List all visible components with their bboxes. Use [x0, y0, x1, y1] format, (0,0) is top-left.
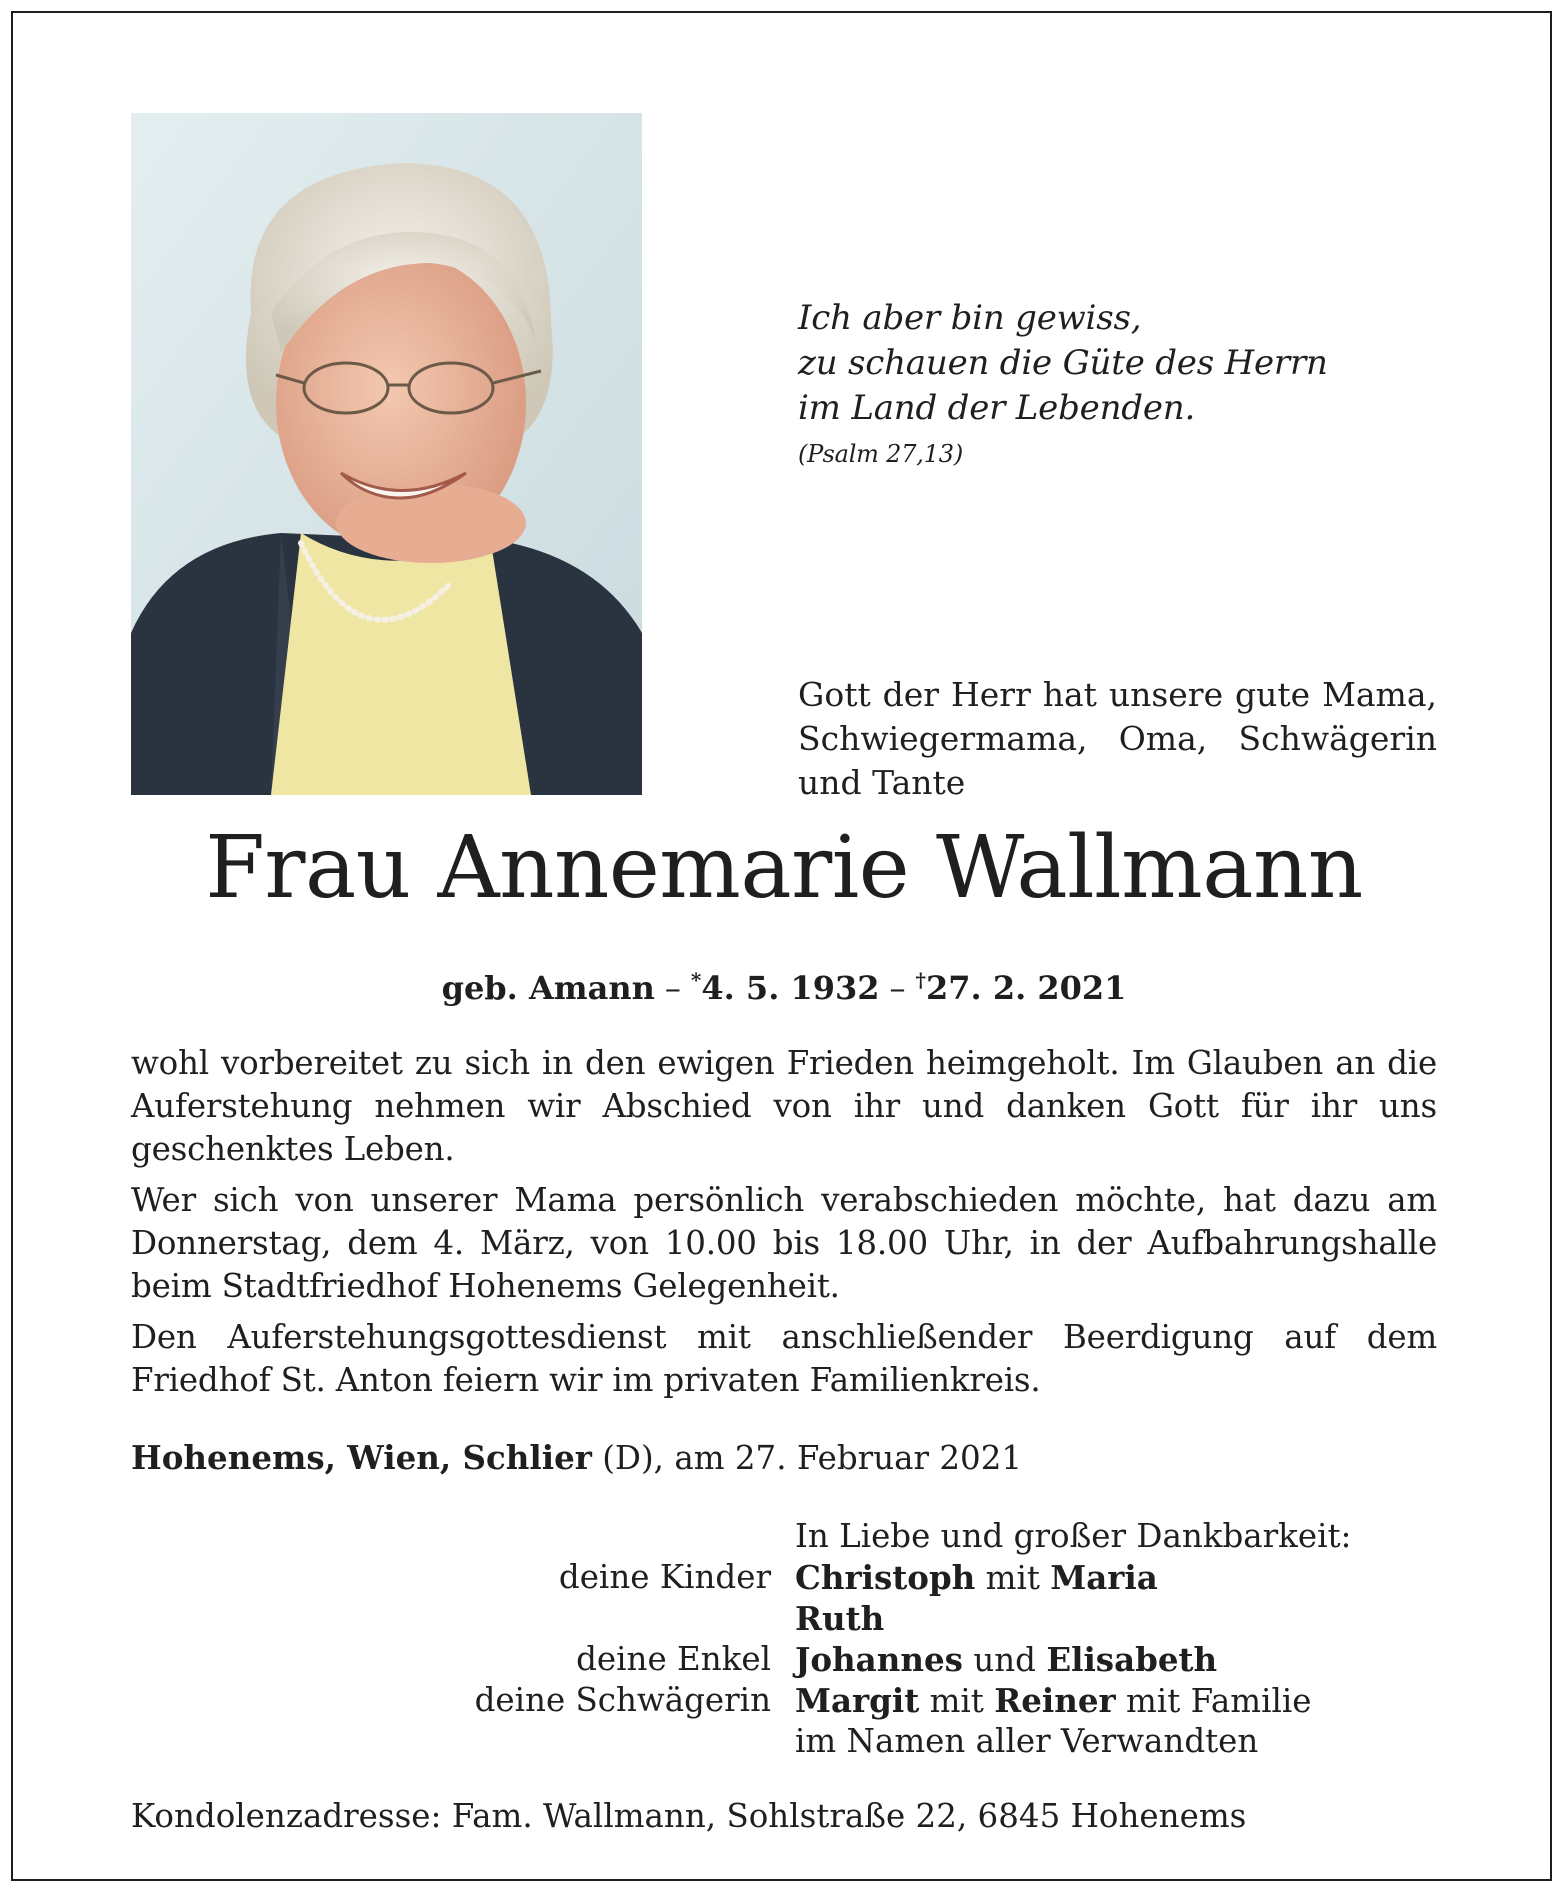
place-date: [131, 1436, 1437, 1480]
mourner-line: [795, 1721, 1455, 1762]
mourner-role: [331, 1721, 771, 1762]
mourner-name: Elisabeth: [1046, 1640, 1218, 1679]
mourner-connector: und: [962, 1641, 1047, 1679]
mourner-line: [795, 1680, 1455, 1721]
places: Hohenems, Wien, Schlier: [131, 1438, 592, 1477]
birth-symbol: *: [690, 968, 702, 992]
intro-text: Gott der Herr hat unsere gute Mama, Schwiegermama, Oma, Schwägerin und Tante: [798, 675, 1437, 802]
mourner-connector: mit: [975, 1559, 1051, 1597]
dash: –: [889, 969, 906, 1007]
mourner-name: Margit: [795, 1681, 920, 1720]
mourner-name: Maria: [1050, 1558, 1158, 1597]
mourner-connector: im Namen aller Verwandten: [795, 1722, 1259, 1760]
mourner-name: Johannes: [795, 1640, 963, 1679]
deceased-name: Frau Annemarie Wallmann: [205, 818, 1363, 918]
life-dates: [131, 960, 1437, 1008]
mourner-connector: mit: [919, 1682, 995, 1720]
quote-line: zu schauen die Güte des Herrn: [798, 343, 1328, 383]
bible-quote: [798, 296, 1448, 469]
death-date: 27. 2. 2021: [926, 969, 1127, 1007]
mourner-line: [795, 1598, 1455, 1639]
mourner-role: deine Enkel: [576, 1640, 771, 1678]
place-date-rest: (D), am 27. Februar 2021: [591, 1439, 1023, 1477]
portrait-image: [131, 113, 642, 795]
mourner-line: [795, 1557, 1455, 1598]
death-symbol: †: [915, 968, 926, 992]
quote-line: Ich aber bin gewiss,: [798, 298, 1142, 338]
mourner-names: [795, 1557, 1455, 1762]
body-text: [131, 1042, 1437, 1410]
mourner-line: [795, 1639, 1455, 1680]
mourner-roles: [331, 1557, 771, 1762]
maiden-name: geb. Amann: [441, 969, 655, 1007]
quote-line: im Land der Lebenden.: [798, 388, 1196, 428]
signoff: In Liebe und großer Dankbarkeit:: [795, 1517, 1352, 1555]
paragraph: Wer sich von unserer Mama persönlich verabschieden möchte, hat dazu am Donnerstag, dem 4. März, von 10.00 bis 18.00 Uhr, in der Aufbahrungshalle beim Stadtfriedhof Hohenems Gelegenheit.: [131, 1181, 1437, 1305]
birth-date: 4. 5. 1932: [701, 969, 880, 1007]
condolence-address: Kondolenzadresse: Fam. Wallmann, Sohlstraße 22, 6845 Hohenems: [131, 1797, 1247, 1835]
quote-source: (Psalm 27,13): [798, 440, 964, 468]
mourner-role: [331, 1598, 771, 1639]
portrait-photo: [131, 113, 642, 795]
dash: –: [664, 969, 681, 1007]
paragraph: wohl vorbereitet zu sich in den ewigen Frieden heimgeholt. Im Glauben an die Auferstehung nehmen wir Abschied von ihr und danken Gott für ihr uns geschenktes Leben.: [131, 1044, 1437, 1168]
mourner-connector: mit Familie: [1115, 1682, 1312, 1720]
mourner-role: deine Kinder: [558, 1558, 771, 1596]
mourner-name: Ruth: [795, 1599, 885, 1638]
paragraph: Den Auferstehungsgottesdienst mit anschließender Beerdigung auf dem Friedhof St. Anton feiern wir im privaten Familienkreis.: [131, 1318, 1437, 1399]
mourner-name: Reiner: [994, 1681, 1116, 1720]
mourner-role: deine Schwägerin: [474, 1681, 771, 1719]
mourner-name: Christoph: [795, 1558, 976, 1597]
